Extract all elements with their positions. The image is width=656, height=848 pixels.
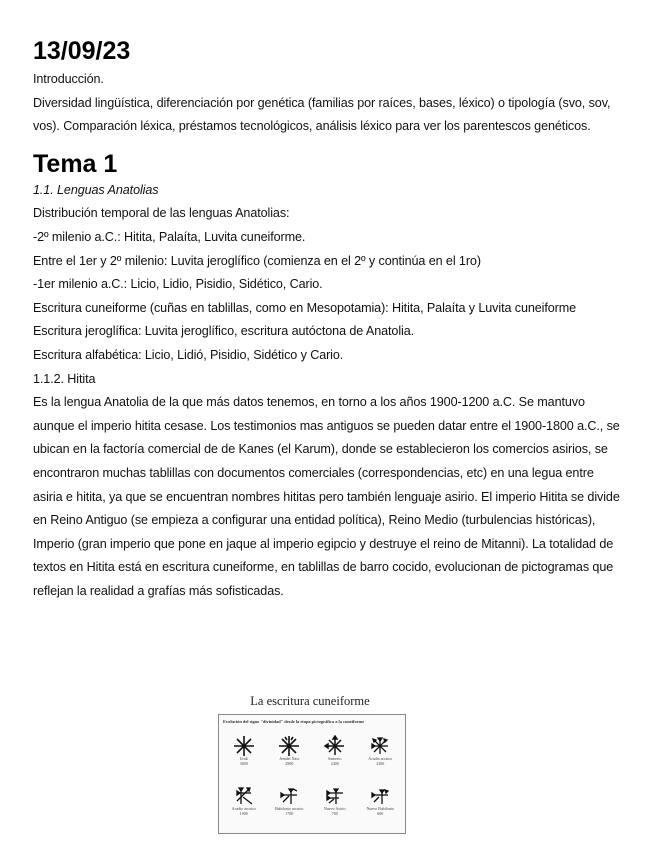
glyph-year: 600: [377, 810, 384, 816]
wedge-glyph-icon: [233, 785, 255, 807]
glyph-label: Jemdet Nasr: [279, 756, 300, 761]
wedge-glyph-icon: [369, 735, 391, 757]
section-heading-1-1: 1.1. Lenguas Anatolias: [33, 182, 159, 197]
text-line: Escritura cuneiforme (cuñas en tablillas, como en Mesopotamia): Hitita, Palaíta y Luvita cuneiforme: [33, 300, 577, 315]
glyph-year: 2400: [330, 760, 339, 766]
glyph-sumerio: [317, 735, 353, 766]
figure-image: [218, 714, 406, 834]
glyph-year: 2300: [376, 760, 385, 766]
glyph-year: 3000: [239, 760, 248, 766]
text-line: Escritura jeroglífica: Luvita jeroglífico, escritura autóctona de Anatolia.: [33, 324, 415, 339]
text-line: Distribución temporal de las lenguas Anatolias:: [33, 206, 290, 221]
star-glyph-icon: [278, 735, 300, 757]
glyph-year: 2900: [285, 760, 294, 766]
wedge-glyph-icon: [278, 785, 300, 807]
star-glyph-icon: [324, 735, 346, 757]
section-heading-1-1-2: 1.1.2. Hitita: [33, 371, 96, 386]
glyph-label: Sumerio: [327, 756, 342, 761]
glyph-row-pictographic: [221, 735, 403, 766]
glyph-label: Uruk: [239, 756, 248, 761]
text-line: Entre el 1er y 2º milenio: Luvita jeroglífico (comienza en el 2º y continúa en el 1ro): [33, 253, 481, 268]
wedge-glyph-icon: [369, 785, 391, 807]
glyph-label: Nuevo Asirio: [324, 806, 346, 811]
glyph-nuevo-asirio: [317, 785, 353, 816]
glyph-label: Acadio arcaico: [231, 806, 256, 811]
glyph-year: 700: [331, 810, 338, 816]
figure-heading: Evolución del signo "divinidad" desde la etapa pictográfica a la cuneiforme: [223, 719, 365, 724]
intro-paragraph: Diversidad lingüística, diferenciación por genética (familias por raíces, bases, léxico) o tipología (svo, sov, vos). Comparación léxica, préstamos tecnológicos, análisis léxico para ver los parentescos genéticos.: [33, 95, 611, 134]
text-line: -1er milenio a.C.: Licio, Lidio, Pisidio, Sidético, Cario.: [33, 277, 323, 292]
cuneiform-figure: [208, 688, 412, 838]
wedge-glyph-icon: [324, 785, 346, 807]
text-line: Escritura alfabética: Licio, Lidió, Pisidio, Sidético y Cario.: [33, 347, 344, 362]
document-page: [33, 36, 623, 603]
intro-label: Introducción.: [33, 72, 104, 86]
glyph-year: 1700: [285, 810, 294, 816]
star-glyph-icon: [233, 735, 255, 757]
hitita-paragraph: Es la lengua Anatolia de la que más datos tenemos, en torno a los años 1900-1200 a.C. Se mantuvo aunque el imperio hitita cesase. Los testimonios mas antiguos se pueden datar entre el 1900-1800 a.C., se ubican en la factoría comercial de de Kanes (el Karum), donde se establecieron los comercios asirios, se encontraron muchas tablillas con documentos comerciales (correspondencias, etc) en una legua entre asiria e hitita, ya que se encuentran nombres hititas pero también lenguaje asirio. El imperio Hitita se divide en Reino Antiguo (se empieza a configurar una entidad política), Reino Medio (turbulencias históricas), Imperio (gran imperio que pone en jaque al imperio egipcio y destruye el reino de Mitanni). La totalidad de textos en Hitita está en escritura cuneiforme, en tablillas de barro cocido, evolucionan de pictogramas que reflejan la realidad a grafías más sofisticadas.: [33, 395, 620, 598]
glyph-acadio-arcaico: [362, 735, 398, 766]
glyph-year: 1900: [239, 810, 248, 816]
glyph-row-cuneiform: [221, 785, 403, 816]
glyph-uruk: [226, 735, 262, 766]
glyph-jemdet-nasr: [271, 735, 307, 766]
tema-heading: Tema 1: [33, 149, 118, 178]
text-line: -2º milenio a.C.: Hitita, Palaíta, Luvita cuneiforme.: [33, 229, 306, 244]
glyph-babilonio-arcaico: [271, 785, 307, 816]
glyph-label: Acadio arcaico: [368, 756, 393, 761]
glyph-label: Babilonio arcaico: [275, 806, 304, 811]
glyph-nuevo-babilonio: [362, 785, 398, 816]
date-heading: 13/09/23: [33, 37, 131, 65]
glyph-acadio-arcaico-2: [226, 785, 262, 816]
glyph-label: Nuevo Babilonio: [366, 806, 394, 811]
figure-title: La escritura cuneiforme: [250, 694, 370, 708]
